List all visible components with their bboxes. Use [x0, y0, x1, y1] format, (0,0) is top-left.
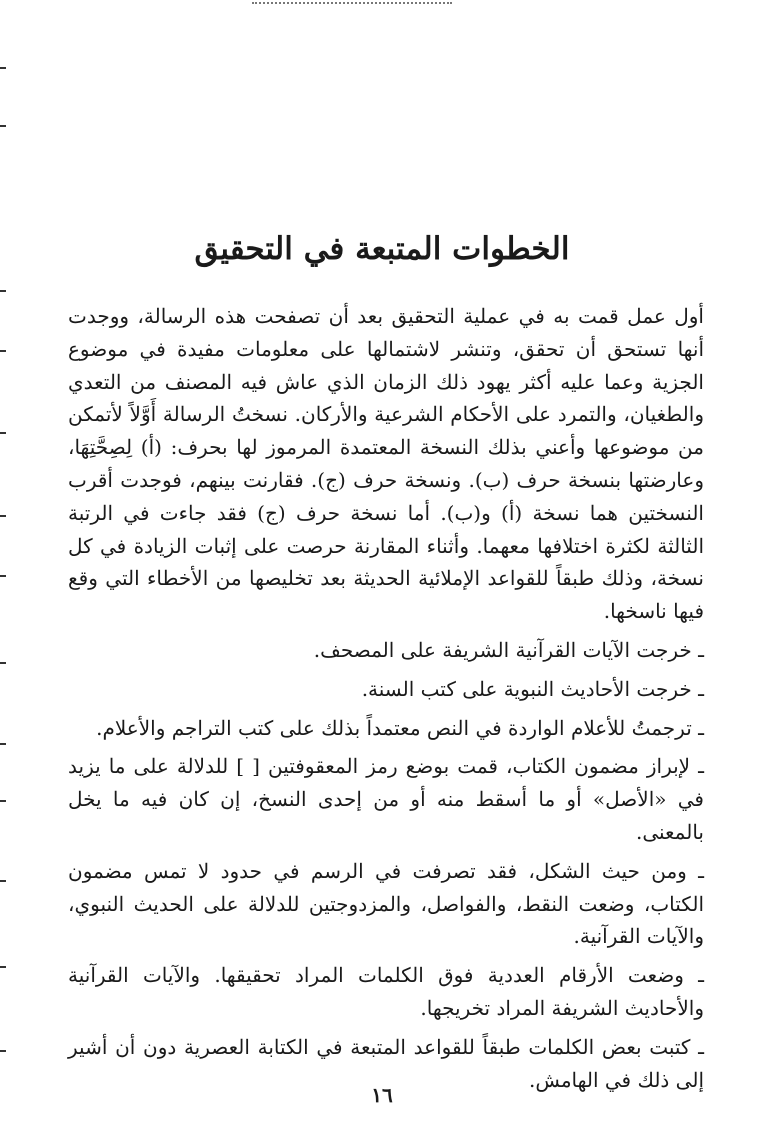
margin-tick [0, 125, 6, 127]
margin-tick [0, 743, 6, 745]
page-title: الخطوات المتبعة في التحقيق [194, 231, 570, 267]
margin-tick [0, 350, 6, 352]
margin-tick [0, 575, 6, 577]
margin-tick [0, 800, 6, 802]
margin-tick [0, 662, 6, 664]
step-item: ـ وضعت الأرقام العددية فوق الكلمات المراد تحقيقها. والآيات القرآنية والأحاديث الشريفة المراد تخريجها. [68, 963, 704, 1020]
margin-tick [0, 880, 6, 882]
margin-tick [0, 432, 6, 434]
step-item: ـ خرجت الأحاديث النبوية على كتب السنة. [361, 676, 704, 701]
margin-tick [0, 1050, 6, 1052]
step-item: ـ لإبراز مضمون الكتاب، قمت بوضع رمز المعقوفتين [ ] للدلالة على ما يزيد في «الأصل» أو ما أسقط منه أو من إحدى النسخ، إن كان فيه ما يخل بالمعنى. [68, 754, 704, 844]
intro-paragraph: أول عمل قمت به في عملية التحقيق بعد أن تصفحت هذه الرسالة، ووجدت أنها تستحق أن تحقق، وتنشر لاشتمالها على معلومات مفيدة في موضوع الجزية وعما عليه أكثر يهود ذلك الزمان الذي عاش فيه المصنف من التعدي والطغيان، والتمرد على الأحكام الشرعية والأركان. نسختُ الرسالة أَوَّلاً لأتمكن من موضوعها وأعني بذلك النسخة المعتمدة المرموز لها بحرف: (أ) لِصِحَّتِهَا، وعارضتها بنسخة حرف (ب). ونسخة حرف (ج). فقارنت بينهم، فوجدت أقرب النسختين هما نسخة (أ) و(ب). أما نسخة حرف (ج) فقد جاءت في الرتبة الثالثة لكثرة اختلافها معهما. وأثناء المقارنة حرصت على إثبات الزيادة في كل نسخة، وذلك طبقاً للقواعد الإملائية الحديثة بعد تخليصها من الأخطاء التي وقع فيها ناسخها. [68, 304, 704, 624]
step-item: ـ كتبت بعض الكلمات طبقاً للقواعد المتبعة في الكتابة العصرية دون أن أشير إلى ذلك في الهامش. [68, 1034, 704, 1092]
margin-tick [0, 966, 6, 968]
page-number: ١٦ [371, 1083, 393, 1107]
step-item: ـ ترجمتُ للأعلام الواردة في النص معتمداً بذلك على كتب التراجم والأعلام. [96, 715, 704, 740]
margin-tick [0, 290, 6, 292]
step-item: ـ ومن حيث الشكل، فقد تصرفت في الرسم في حدود لا تمس مضمون الكتاب، وضعت النقط، والفواصل، والمزدوجتين للدلالة على الحديث النبوي، والآيات القرآنية. [68, 858, 704, 949]
body-text [68, 300, 704, 1092]
margin-tick [0, 515, 6, 517]
margin-tick [0, 67, 6, 69]
top-rule [252, 2, 452, 4]
step-item: ـ خرجت الآيات القرآنية الشريفة على المصحف. [313, 637, 704, 662]
